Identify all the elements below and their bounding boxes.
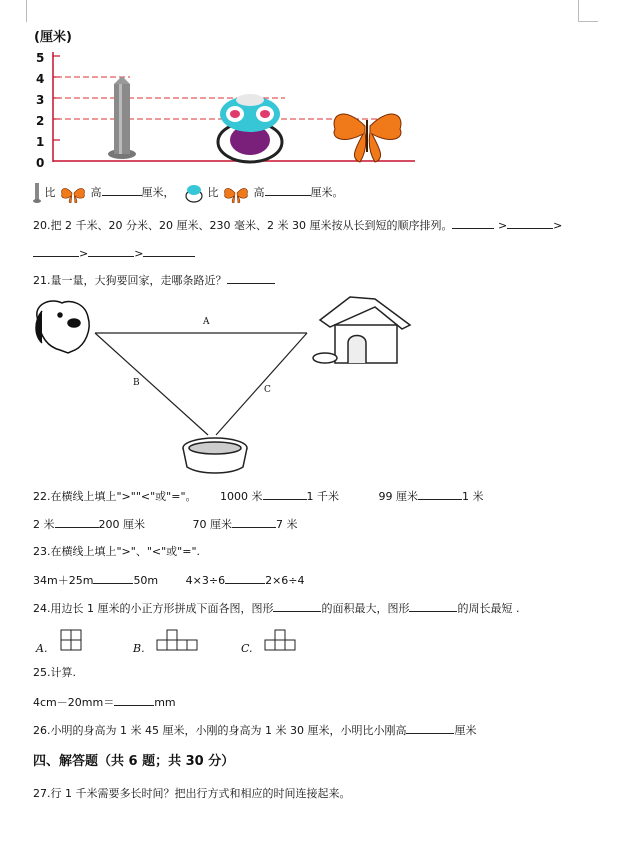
q20-line1: 20.把 2 千米、20 分米、20 厘米、230 毫米、2 米 30 厘米按从长到短的顺序排列。 > > [33, 219, 563, 232]
q24-question: 24.用边长 1 厘米的小正方形拼成下面各图，图形 的面积最大，图形 的周长最短 . [33, 602, 520, 615]
q22-blank-1[interactable] [263, 489, 307, 500]
crop-mark-right-h [578, 21, 598, 22]
q20-blank-5[interactable] [143, 246, 195, 257]
q22-blank-4[interactable] [232, 517, 276, 528]
q24-option-b[interactable]: B. [133, 642, 145, 655]
post-icon [108, 76, 136, 159]
path-b [95, 333, 208, 435]
q23-blank-1[interactable] [93, 573, 133, 584]
q22-line2: 2 米 200 厘米 70 厘米 7 米 [33, 518, 298, 531]
q21-figure [30, 295, 420, 480]
q22-blank-2[interactable] [418, 489, 462, 500]
q19-blank-2[interactable] [265, 185, 311, 196]
q26-blank[interactable] [406, 723, 454, 734]
q25-question: 25.计算. [33, 666, 76, 679]
shape-a-icon [60, 629, 84, 651]
shape-b-icon [156, 629, 198, 651]
q25-blank[interactable] [114, 695, 154, 706]
q23-question: 23.在横线上填上">"、"<"或"=". [33, 545, 200, 558]
q26-question: 26.小明的身高为 1 米 45 厘米，小刚的身高为 1 米 30 厘米，小明比小刚高 厘米 [33, 724, 477, 737]
height-chart [30, 44, 420, 166]
q19-blank-1[interactable] [102, 185, 142, 196]
q22-blank-3[interactable] [55, 517, 99, 528]
q24-option-a[interactable]: A. [36, 642, 48, 655]
q22-line1: 22.在横线上填上">""<"或"="。 1000 米 1 千米 99 厘米 1 米 [33, 490, 484, 503]
q27-question: 27.行 1 千米需要多长时间？把出行方式和相应的时间连接起来。 [33, 787, 351, 800]
q20-blank-2[interactable] [507, 218, 553, 229]
q21-blank[interactable] [227, 273, 275, 284]
q20-blank-1[interactable] [452, 218, 494, 229]
q25-expr: 4cm－20mm＝ mm [33, 696, 176, 709]
dog-icon [36, 301, 89, 353]
path-label-c: C [264, 385, 271, 395]
q21-question: 21.量一量，大狗要回家，走哪条路近？ [33, 273, 275, 288]
section-4-title: 四、解答题（共 6 题；共 30 分） [33, 754, 235, 769]
doll-icon [218, 94, 282, 162]
q24-option-c[interactable]: C. [241, 642, 253, 655]
unit-label: (厘米) [34, 30, 72, 45]
crop-mark-left [26, 0, 27, 22]
post-small-icon [33, 183, 41, 203]
y-tick-labels: 5 4 3 2 1 0 [36, 51, 45, 170]
path-label-a: A [203, 317, 210, 327]
q20-blank-3[interactable] [33, 246, 79, 257]
q24-blank-2[interactable] [409, 601, 457, 612]
butterfly-icon [334, 114, 401, 162]
dog-house-icon [313, 297, 410, 363]
bowl-icon [183, 438, 247, 473]
butterfly-small-icon [59, 183, 87, 203]
q24-blank-1[interactable] [273, 601, 321, 612]
doll-small-icon [184, 183, 204, 203]
path-label-b: B [133, 378, 140, 388]
butterfly-small-icon-2 [222, 183, 250, 203]
q23-items: 34m＋25m 50m 4×3÷6 2×6÷4 [33, 574, 305, 587]
q19-compare-line: 比 高 厘米， 比 高 厘米。 [33, 183, 344, 203]
shape-c-icon [264, 629, 298, 651]
q20-line2: > > [33, 246, 195, 261]
path-c [216, 333, 307, 435]
crop-mark-right-v [578, 0, 579, 22]
q23-blank-2[interactable] [225, 573, 265, 584]
q20-blank-4[interactable] [88, 246, 134, 257]
